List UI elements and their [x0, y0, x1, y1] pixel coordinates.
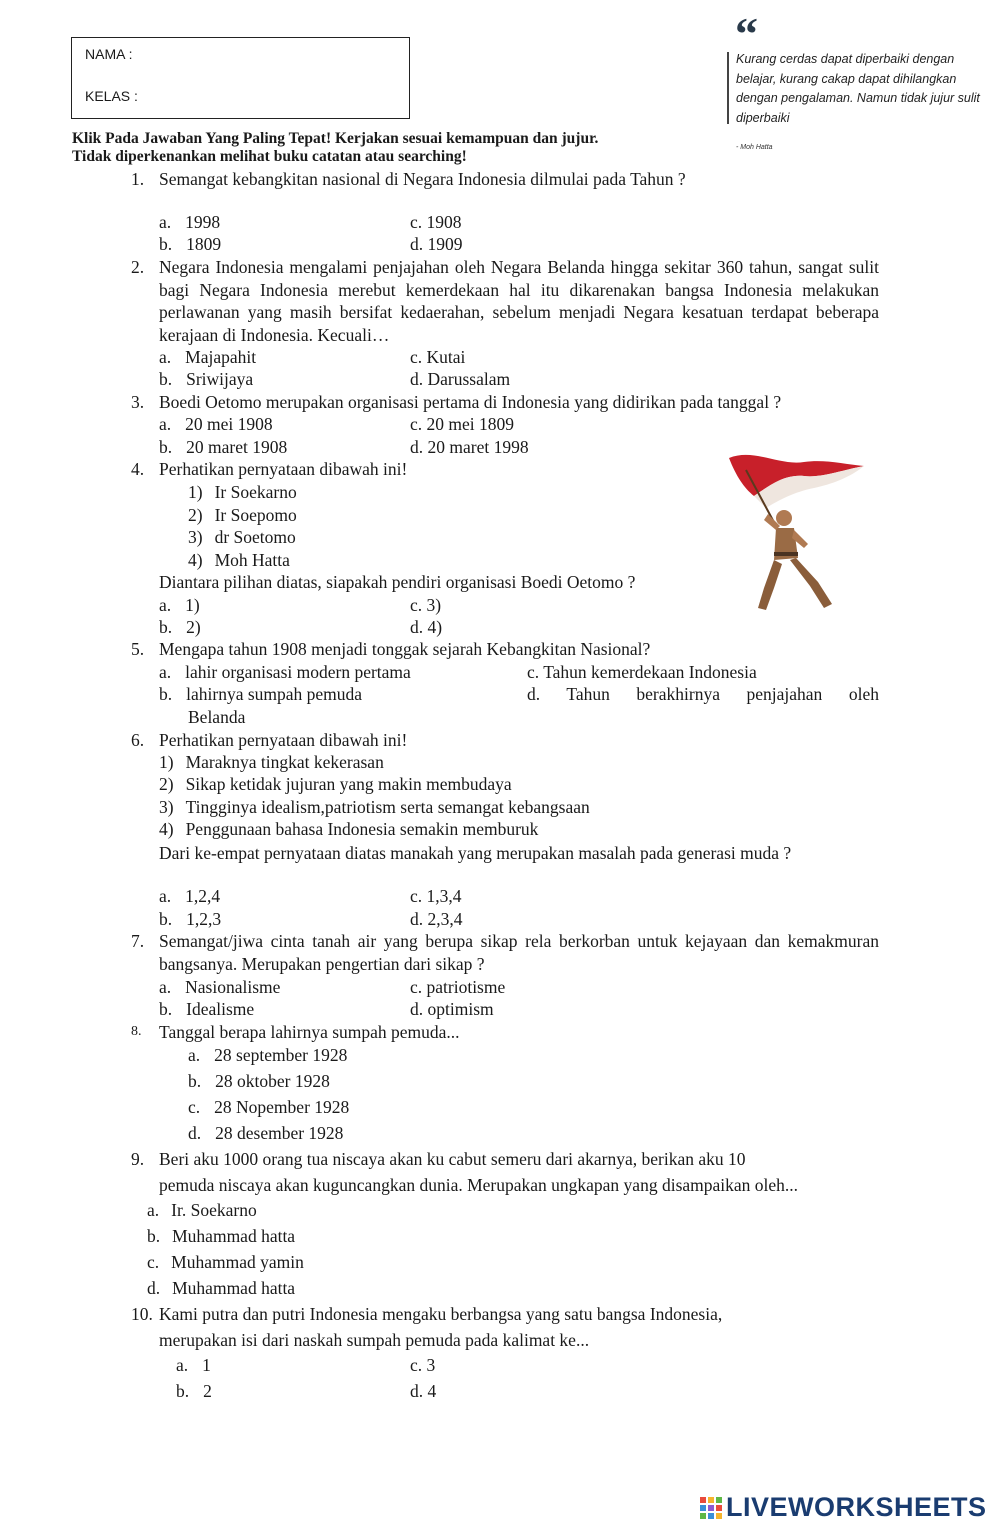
- q8-option-c[interactable]: c. 28 Nopember 1928: [188, 1097, 350, 1117]
- liveworksheets-logo: LIVEWORKSHEETS: [726, 1492, 987, 1522]
- q4-item-2: 2) Ir Soepomo: [188, 505, 297, 525]
- q6-option-b[interactable]: b. 1,2,3: [159, 909, 222, 929]
- q6-item-4: 4) Penggunaan bahasa Indonesia semakin memburuk: [159, 819, 539, 839]
- q10-text-line-1: Kami putra dan putri Indonesia mengaku berbangsa yang satu bangsa Indonesia,: [159, 1304, 723, 1324]
- q5-number: 5.: [131, 639, 145, 659]
- q1-number: 1.: [131, 169, 145, 189]
- q4-text: Perhatikan pernyataan dibawah ini!: [159, 459, 408, 479]
- q4-option-c[interactable]: c. 3): [410, 595, 442, 615]
- q9-text-line-1: Beri aku 1000 orang tua niscaya akan ku cabut semeru dari akarnya, berikan aku 10: [159, 1149, 746, 1169]
- q2-number: 2.: [131, 257, 145, 277]
- q5-option-b[interactable]: b. lahirnya sumpah pemuda: [159, 684, 363, 704]
- q9-option-a[interactable]: a. Ir. Soekarno: [147, 1200, 257, 1220]
- q4-number: 4.: [131, 459, 145, 479]
- q6-option-c[interactable]: c. 1,3,4: [410, 886, 462, 906]
- identity-box: [71, 37, 410, 119]
- q10-option-c[interactable]: c. 3: [410, 1355, 436, 1375]
- q4-item-1: 1) Ir Soekarno: [188, 482, 297, 502]
- q10-option-a[interactable]: a. 1: [176, 1355, 211, 1375]
- flag-hero-illustration: [724, 448, 869, 618]
- q7-text: Semangat/jiwa cinta tanah air yang berupa sikap rela berkorban untuk kejayaan dan kemakmuran bangsanya. Merupakan pengertian dari sikap ?: [159, 931, 879, 974]
- q6-prompt: Dari ke-empat pernyataan diatas manakah yang merupakan masalah pada generasi muda ?: [159, 843, 792, 863]
- q7-option-d[interactable]: d. optimism: [410, 999, 494, 1019]
- q8-option-a[interactable]: a. 28 september 1928: [188, 1045, 348, 1065]
- q6-option-a[interactable]: a. 1,2,4: [159, 886, 221, 906]
- q6-option-d[interactable]: d. 2,3,4: [410, 909, 463, 929]
- q3-text: Boedi Oetomo merupakan organisasi pertama di Indonesia yang didirikan pada tanggal ?: [159, 392, 782, 412]
- liveworksheets-logo-icon: [700, 1497, 722, 1519]
- q1-option-c[interactable]: c. 1908: [410, 212, 462, 232]
- q8-option-d[interactable]: d. 28 desember 1928: [188, 1123, 344, 1143]
- q10-number: 10.: [131, 1304, 153, 1324]
- quote-author: - Moh Hatta: [736, 144, 773, 151]
- q5-text: Mengapa tahun 1908 menjadi tonggak sejarah Kebangkitan Nasional?: [159, 639, 651, 659]
- q4-item-3: 3) dr Soetomo: [188, 527, 296, 547]
- q4-option-d[interactable]: d. 4): [410, 617, 443, 637]
- q5-option-d-continued: Belanda: [188, 707, 246, 727]
- q4-item-4: 4) Moh Hatta: [188, 550, 290, 570]
- q9-number: 9.: [131, 1149, 145, 1169]
- q4-prompt: Diantara pilihan diatas, siapakah pendiri organisasi Boedi Oetomo ?: [159, 572, 636, 592]
- q10-option-d[interactable]: d. 4: [410, 1381, 437, 1401]
- q3-option-a[interactable]: a. 20 mei 1908: [159, 414, 273, 434]
- q4-option-a[interactable]: a. 1): [159, 595, 200, 615]
- q5-option-a[interactable]: a. lahir organisasi modern pertama: [159, 662, 411, 682]
- q6-number: 6.: [131, 730, 145, 750]
- q1-text: Semangat kebangkitan nasional di Negara Indonesia dilmulai pada Tahun ?: [159, 169, 686, 189]
- q2-option-d[interactable]: d. Darussalam: [410, 369, 511, 389]
- instruction-line-1: Klik Pada Jawaban Yang Paling Tepat! Kerjakan sesuai kemampuan dan jujur.: [72, 130, 599, 147]
- q8-text: Tanggal berapa lahirnya sumpah pemuda...: [159, 1022, 460, 1042]
- instruction-line-2: Tidak diperkenankan melihat buku catatan atau searching!: [72, 148, 467, 165]
- q3-option-d[interactable]: d. 20 maret 1998: [410, 437, 529, 457]
- q6-text: Perhatikan pernyataan dibawah ini!: [159, 730, 408, 750]
- q3-number: 3.: [131, 392, 145, 412]
- q2-text: Negara Indonesia mengalami penjajahan oleh Negara Belanda hingga sekitar 360 tahun, sangat sulit bagi Negara Indonesia merebut kemerdekaan hal itu dikarenakan bangsa Indonesia melakukan perlawanan yang masih bersifat kedaerahan, sebelum menjadi Negara kesatuan terdapat beberapa kerajaan di Indonesia. Kecuali…: [159, 257, 879, 345]
- kelas-label: KELAS :: [85, 88, 138, 104]
- q1-option-a[interactable]: a. 1998: [159, 212, 221, 232]
- quote-mark: “: [735, 8, 758, 59]
- q2-option-a[interactable]: a. Majapahit: [159, 347, 257, 367]
- q1-option-d[interactable]: d. 1909: [410, 234, 463, 254]
- q9-text-line-2: pemuda niscaya akan kuguncangkan dunia. Merupakan ungkapan yang disampaikan oleh...: [159, 1175, 799, 1195]
- q8-option-b[interactable]: b. 28 oktober 1928: [188, 1071, 330, 1091]
- q7-option-a[interactable]: a. Nasionalisme: [159, 977, 281, 997]
- q5-option-c[interactable]: c. Tahun kemerdekaan Indonesia: [527, 662, 757, 682]
- q7-number: 7.: [131, 931, 145, 951]
- q7-option-c[interactable]: c. patriotisme: [410, 977, 506, 997]
- nama-label: NAMA :: [85, 46, 133, 62]
- quote-text: Kurang cerdas dapat diperbaiki dengan belajar, kurang cakap dapat dihilangkan dengan pengalaman. Namun tidak jujur sulit diperbaiki: [736, 52, 980, 125]
- q3-option-b[interactable]: b. 20 maret 1908: [159, 437, 288, 457]
- q6-item-2: 2) Sikap ketidak jujuran yang makin membudaya: [159, 774, 512, 794]
- q9-option-d[interactable]: d. Muhammad hatta: [147, 1278, 296, 1298]
- q5-option-d[interactable]: d. Tahun berakhirnya penjajahan oleh: [527, 684, 879, 704]
- q4-option-b[interactable]: b. 2): [159, 617, 201, 637]
- q10-text-line-2: merupakan isi dari naskah sumpah pemuda pada kalimat ke...: [159, 1330, 590, 1350]
- q3-option-c[interactable]: c. 20 mei 1809: [410, 414, 515, 434]
- q2-option-c[interactable]: c. Kutai: [410, 347, 466, 367]
- q6-item-3: 3) Tingginya idealism,patriotism serta semangat kebangsaan: [159, 797, 590, 817]
- q8-number: 8.: [131, 1024, 142, 1039]
- q9-option-c[interactable]: c. Muhammad yamin: [147, 1252, 304, 1272]
- q10-option-b[interactable]: b. 2: [176, 1381, 212, 1401]
- q7-option-b[interactable]: b. Idealisme: [159, 999, 255, 1019]
- quote-divider: [727, 52, 729, 124]
- q2-option-b[interactable]: b. Sriwijaya: [159, 369, 254, 389]
- q9-option-b[interactable]: b. Muhammad hatta: [147, 1226, 296, 1246]
- q6-item-1: 1) Maraknya tingkat kekerasan: [159, 752, 384, 772]
- q1-option-b[interactable]: b. 1809: [159, 234, 222, 254]
